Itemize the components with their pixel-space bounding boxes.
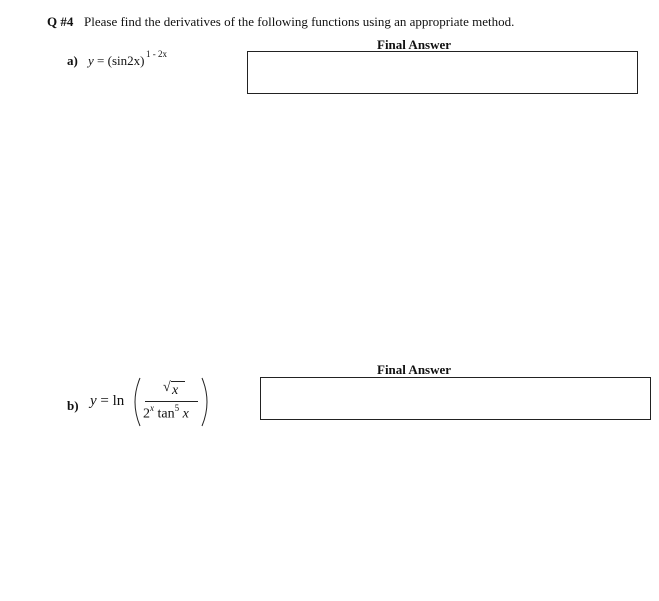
- right-paren: [202, 378, 207, 426]
- part-a-exponent: 1 - 2x: [146, 49, 167, 59]
- radical-bar: [171, 381, 185, 382]
- final-answer-box-b[interactable]: [260, 377, 651, 420]
- part-a-lhs-var: y: [88, 53, 94, 68]
- question-prompt: Please find the derivatives of the following functions using an appropriate method.: [84, 14, 515, 29]
- part-b-lhs-var: y: [90, 393, 97, 409]
- denominator-func: tan: [157, 406, 175, 422]
- final-answer-label-a: Final Answer: [377, 37, 452, 52]
- denominator-base: 2: [143, 406, 150, 422]
- denominator-base-exp: x: [150, 403, 154, 413]
- radical-sign: √: [163, 380, 171, 395]
- denominator: [143, 404, 189, 423]
- part-a-label: a): [67, 53, 78, 68]
- denominator-var: x: [182, 406, 189, 422]
- denominator-func-exp: 5: [174, 403, 180, 413]
- left-paren: [135, 378, 140, 426]
- part-a-expression: [88, 53, 144, 69]
- part-a-equals: =: [97, 53, 105, 68]
- part-b-equals: =: [100, 393, 109, 409]
- part-a-base: (sin2x): [107, 53, 145, 68]
- fraction-bar: [145, 401, 198, 402]
- final-answer-label-b: Final Answer: [377, 362, 452, 377]
- part-b-expression-lhs: [90, 393, 124, 410]
- part-b-label: b): [67, 398, 79, 413]
- final-answer-box-a[interactable]: [247, 51, 638, 94]
- numerator-var: x: [172, 383, 179, 398]
- part-b-func: ln: [112, 393, 125, 409]
- question-number: Q #4: [47, 14, 74, 29]
